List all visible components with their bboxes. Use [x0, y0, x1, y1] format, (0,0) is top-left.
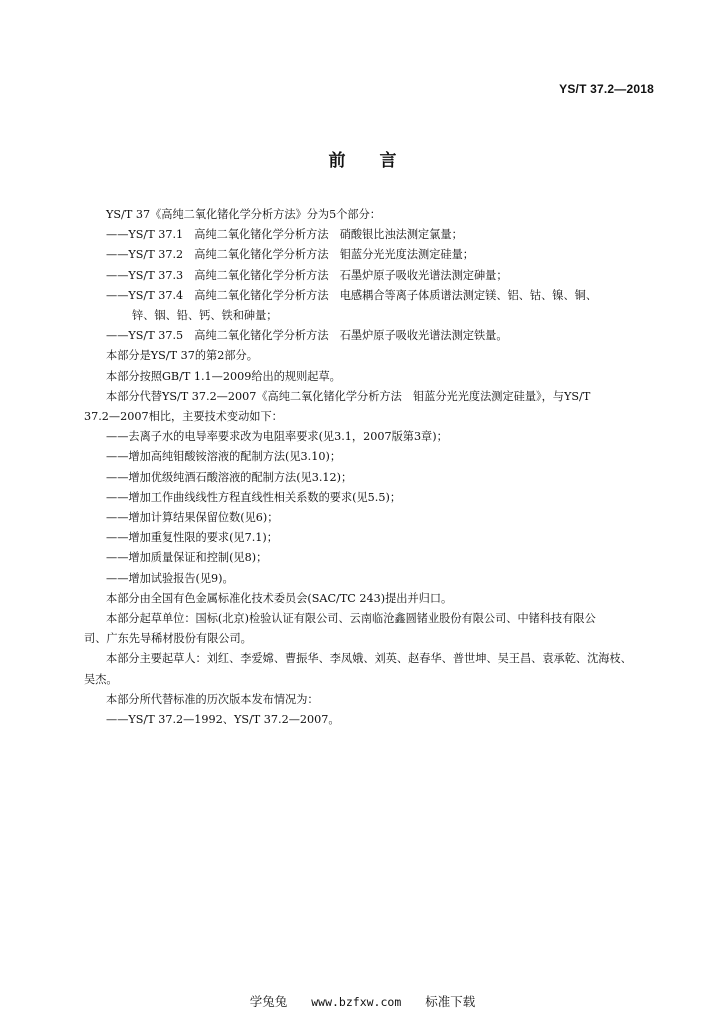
- drafters-line2: 吴杰。: [84, 672, 118, 686]
- change-item: ——增加重复性限的要求(见7.1)；: [106, 531, 278, 545]
- change-item: ——去离子水的电导率要求改为电阻率要求(见3.1，2007版第3章)；: [106, 430, 448, 444]
- intro-paragraph: YS/T 37《高纯二氧化锗化学分析方法》分为5个部分：: [106, 208, 381, 221]
- part-item-5: ——YS/T 37.5 高纯二氧化锗化学分析方法 石墨炉原子吸收光谱法测定铁量。: [106, 329, 508, 343]
- history-versions: ——YS/T 37.2—1992、YS/T 37.2—2007。: [106, 713, 340, 727]
- change-item: ——增加计算结果保留位数(见6)；: [106, 511, 279, 525]
- footer-tagline: 标准下载: [425, 994, 476, 1009]
- part-item-2: ——YS/T 37.2 高纯二氧化锗化学分析方法 钼蓝分光光度法测定硅量；: [106, 248, 474, 262]
- footer-watermark: [0, 992, 725, 1010]
- change-item: ——增加试验报告(见9)。: [106, 571, 234, 585]
- document-code: YS/T 37.2—2018: [559, 82, 654, 96]
- change-item: ——增加工作曲线线性方程直线性相关系数的要求(见5.5)；: [106, 490, 402, 504]
- replaces-paragraph-line2: 37.2—2007相比，主要技术变动如下：: [84, 410, 283, 424]
- foreword-body: [84, 205, 659, 730]
- proposed-by-paragraph: 本部分由全国有色金属标准化技术委员会(SAC/TC 243)提出并归口。: [106, 591, 453, 605]
- history-intro: 本部分所代替标准的历次版本发布情况为：: [106, 692, 319, 706]
- drafters-line1: 本部分主要起草人：刘红、李爱嫦、曹振华、李凤娥、刘英、赵春华、普世坤、吴王昌、袁承乾、沈海枝、: [106, 652, 632, 666]
- footer-site-name: 学兔兔: [249, 994, 288, 1009]
- change-item: ——增加优级纯酒石酸溶液的配制方法(见3.12)；: [106, 470, 353, 484]
- drafted-per-paragraph: 本部分按照GB/T 1.1—2009给出的规则起草。: [106, 369, 341, 383]
- change-item: ——增加质量保证和控制(见8)；: [106, 551, 268, 565]
- drafting-units-line2: 司、广东先导稀材股份有限公司。: [84, 632, 252, 646]
- page-title: 前言: [328, 151, 431, 171]
- change-item: ——增加高纯钼酸铵溶液的配制方法(见3.10)；: [106, 450, 342, 464]
- part-item-4-continuation: 锌、铟、铅、钙、铁和砷量；: [132, 309, 278, 323]
- drafting-units-line1: 本部分起草单位：国标(北京)检验认证有限公司、云南临沧鑫圆锗业股份有限公司、中锗科技有限公: [106, 612, 596, 626]
- part-item-1: ——YS/T 37.1 高纯二氧化锗化学分析方法 硝酸银比浊法测定氯量；: [106, 228, 463, 242]
- part-item-4: ——YS/T 37.4 高纯二氧化锗化学分析方法 电感耦合等离子体质谱法测定镁、铝、钴、镍、铜、: [106, 288, 598, 302]
- this-part-paragraph: 本部分是YS/T 37的第2部分。: [106, 349, 258, 363]
- part-item-3: ——YS/T 37.3 高纯二氧化锗化学分析方法 石墨炉原子吸收光谱法测定砷量；: [106, 268, 508, 282]
- replaces-paragraph-line1: 本部分代替YS/T 37.2—2007《高纯二氧化锗化学分析方法 钼蓝分光光度法测定硅量》，与YS/T: [106, 389, 591, 403]
- footer-url-link[interactable]: www.bzfxw.com: [311, 995, 402, 1009]
